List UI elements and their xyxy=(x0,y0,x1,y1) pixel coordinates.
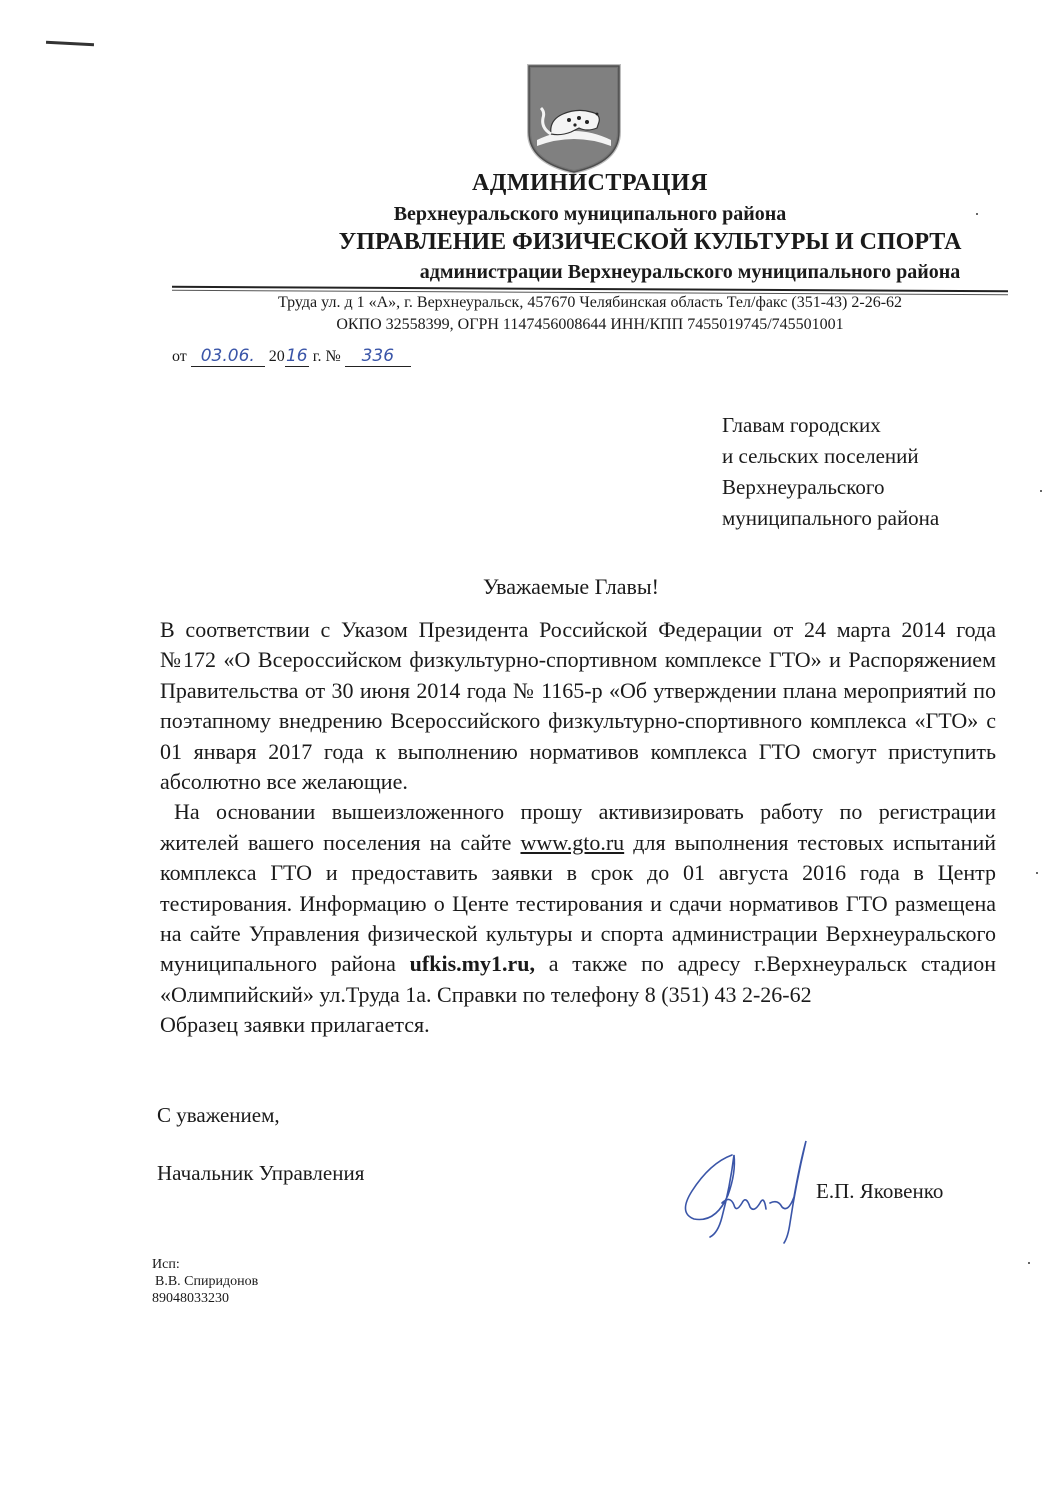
scan-dot xyxy=(1028,1262,1030,1264)
gto-website-link[interactable]: www.gto.ru xyxy=(520,829,625,855)
executor-phone: 89048033230 xyxy=(152,1291,229,1306)
body-paragraph xyxy=(160,797,996,1010)
org-district: Верхнеуральского муниципального района xyxy=(393,203,787,225)
org-address: Труда ул. д 1 «А», г. Верхнеуральск, 457670 Челябинская область Тел/факс (351-43) 2-26-62 xyxy=(277,294,903,311)
letter-reference xyxy=(172,346,411,367)
signatory-position: Начальник Управления xyxy=(157,1161,365,1185)
recipient-line: Верхнеуральского xyxy=(722,475,885,499)
coat-of-arms-emblem xyxy=(527,62,621,174)
executor-name: В.В. Спиридонов xyxy=(155,1274,259,1289)
handwritten-year: 16 xyxy=(285,346,308,366)
org-registry: ОКПО 32558399, ОГРН 1147456008644 ИНН/КПП 7455019745/745501001 xyxy=(336,316,844,333)
ref-number-label: г. № xyxy=(312,348,341,365)
ref-from-label: от xyxy=(172,348,187,365)
org-title: АДМИНИСТРАЦИЯ xyxy=(472,170,708,196)
closing-phrase: С уважением, xyxy=(157,1103,280,1127)
scan-dot xyxy=(1040,490,1042,492)
signatory-name: Е.П. Яковенко xyxy=(816,1179,944,1203)
ufkis-website-link[interactable]: ufkis.my1.ru, xyxy=(409,951,535,977)
body-text: На основании вышеизложенного прошу активизировать работу по регистрации жителей вашего поселения на сайте xyxy=(160,799,996,855)
recipient-line: муниципального района xyxy=(722,506,940,530)
ref-year-prefix: 20 xyxy=(268,348,285,365)
handwritten-number: 336 xyxy=(361,346,395,366)
department-subtitle: администрации Верхнеуральского муниципального района xyxy=(419,261,961,283)
salutation: Уважаемые Главы! xyxy=(483,574,659,599)
scan-artifact-mark xyxy=(46,41,94,47)
handwritten-date: 03.06. xyxy=(200,346,255,366)
executor-block xyxy=(152,1256,258,1307)
ref-number-blank xyxy=(345,346,411,367)
department-title: УПРАВЛЕНИЕ ФИЗИЧЕСКОЙ КУЛЬТУРЫ И СПОРТА xyxy=(338,229,962,255)
body-text: а также по адресу г.Верхнеуральск стадион «Олимпийский» ул.Труда 1а. Справки по телефону 8 (351) 43 2-26-62 xyxy=(160,951,996,1007)
recipient-block xyxy=(722,410,939,534)
executor-label: Исп: xyxy=(152,1257,180,1272)
body-text: для выполнения тестовых испытаний комплекса ГТО и предоставить заявки в срок до 01 августа 2016 года в Центр тестирования. Информацию о Центе тестирования и сдачи нормативов ГТО размещена на сайте Управления физической культуры и спорта администрации Верхнеуральского муниципального района xyxy=(160,829,996,977)
handwritten-signature xyxy=(670,1133,810,1248)
body-paragraph: В соответствии с Указом Президента Российской Федерации от 24 марта 2014 года №172 «О Всероссийском физкультурно-спортивном комплексе ГТО» и Распоряжением Правительства от 30 июня 2014 года № 1165-р «Об утверждении плана мероприятий по поэтапному внедрению Всероссийского физкультурно-спортивного комплекса «ГТО» с 01 января 2017 года к выполнению нормативов комплекса ГТО смогут приступить абсолютно все желающие. xyxy=(160,617,996,795)
ref-year-blank xyxy=(285,346,309,367)
ref-date-blank xyxy=(191,346,265,367)
recipient-line: и сельских поселений xyxy=(722,444,919,468)
scan-dot xyxy=(1036,872,1038,874)
letter-body xyxy=(160,615,996,1041)
recipient-line: Главам городских xyxy=(722,413,881,437)
body-paragraph: Образец заявки прилагается. xyxy=(160,1012,430,1038)
